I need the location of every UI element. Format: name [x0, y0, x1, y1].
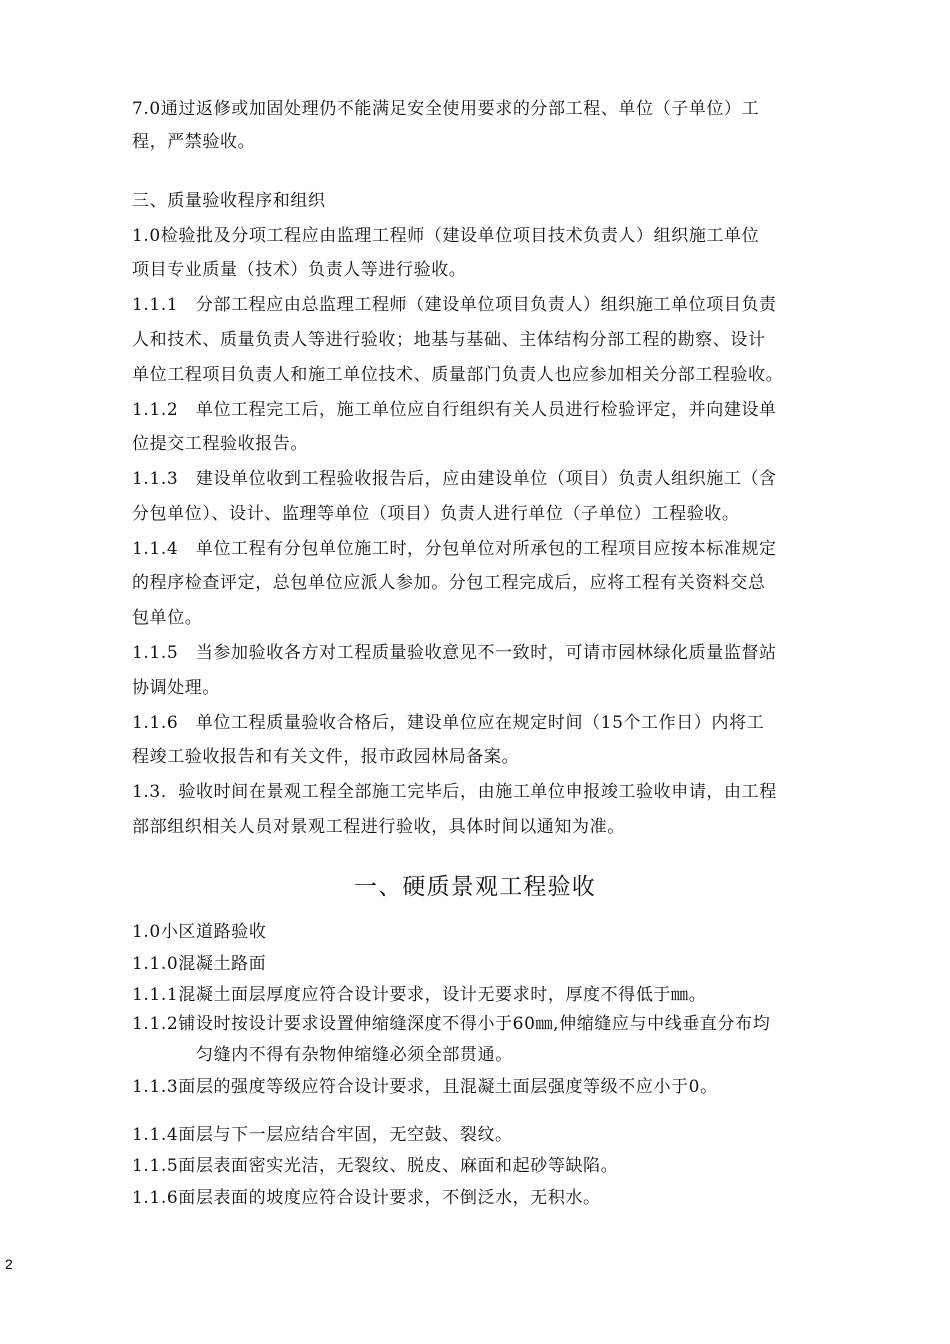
paragraph-1-3-line-2: 部部组织相关人员对景观工程进行验收，具体时间以通知为准。 — [132, 817, 625, 837]
section-title: 三、质量验收程序和组织 — [132, 191, 326, 211]
paragraph-1-1-1-line-1: 1.1.1 分部工程应由总监理工程师（建设单位项目负责人）组织施工单位项目负责 — [132, 295, 777, 315]
hardscape-item-road: 1.0小区道路验收 — [132, 922, 267, 942]
paragraph-1-1-2-line-2: 位提交工程验收报告。 — [132, 434, 308, 454]
paragraph-1-1-2-line-1: 1.1.2 单位工程完工后，施工单位应自行组织有关人员进行检验评定，并向建设单 — [132, 400, 777, 420]
hardscape-item-1-1-1: 1.1.1混凝土面层厚度应符合设计要求，设计无要求时，厚度不得低于㎜。 — [132, 985, 707, 1005]
paragraph-7-0-line-1: 7.0通过返修或加固处理仍不能满足安全使用要求的分部工程、单位（子单位）工 — [132, 99, 760, 119]
paragraph-7-0-line-2: 程，严禁验收。 — [132, 132, 256, 152]
paragraph-1-1-6-line-1: 1.1.6 单位工程质量验收合格后，建设单位应在规定时间（15个工作日）内将工 — [132, 713, 765, 733]
paragraph-1-1-5-line-1: 1.1.5 当参加验收各方对工程质量验收意见不一致时，可请市园林绿化质量监督站 — [132, 643, 777, 663]
paragraph-1-1-5-line-2: 协调处理。 — [132, 678, 220, 698]
hardscape-item-1-1-3: 1.1.3面层的强度等级应符合设计要求，且混凝土面层强度等级不应小于0。 — [132, 1077, 718, 1097]
paragraph-1-1-3-line-2: 分包单位）、设计、监理等单位（项目）负责人进行单位（子单位）工程验收。 — [132, 504, 740, 524]
paragraph-1-0-line-2: 项目专业质量（技术）负责人等进行验收。 — [132, 260, 467, 280]
hardscape-heading: 一、硬质景观工程验收 — [354, 874, 596, 900]
paragraph-1-3-line-1: 1.3．验收时间在景观工程全部施工完毕后，由施工单位申报竣工验收申请，由工程 — [132, 782, 777, 802]
paragraph-1-1-4-line-2: 的程序检查评定，总包单位应派人参加。分包工程完成后，应将工程有关资料交总 — [132, 573, 766, 593]
paragraph-1-1-4-line-1: 1.1.4 单位工程有分包单位施工时，分包单位对所承包的工程项目应按本标准规定 — [132, 539, 777, 559]
hardscape-item-1-1-5: 1.1.5面层表面密实光洁，无裂纹、脱皮、麻面和起砂等缺陷。 — [132, 1156, 619, 1176]
paragraph-1-1-1-line-3: 单位工程项目负责人和施工单位技术、质量部门负责人也应参加相关分部工程验收。 — [132, 365, 784, 385]
page-number: 2 — [5, 1256, 13, 1272]
paragraph-1-1-1-line-2: 人和技术、质量负责人等进行验收；地基与基础、主体结构分部工程的勘察、设计 — [132, 330, 766, 350]
hardscape-item-1-1-4: 1.1.4面层与下一层应结合牢固，无空鼓、裂纹。 — [132, 1125, 513, 1145]
paragraph-1-1-4-line-3: 包单位。 — [132, 608, 203, 628]
paragraph-1-1-3-line-1: 1.1.3 建设单位收到工程验收报告后，应由建设单位（项目）负责人组织施工（含 — [132, 469, 777, 489]
paragraph-1-1-6-line-2: 程竣工验收报告和有关文件，报市政园林局备案。 — [132, 747, 520, 767]
hardscape-item-1-1-2-line-1: 1.1.2铺设时按设计要求设置伸缩缝深度不得小于60㎜,伸缩缝应与中线垂直分布均 — [132, 1014, 771, 1034]
paragraph-1-0-line-1: 1.0检验批及分项工程应由监理工程师（建设单位项目技术负责人）组织施工单位 — [132, 226, 760, 246]
hardscape-item-1-1-6: 1.1.6面层表面的坡度应符合设计要求，不倒泛水，无积水。 — [132, 1188, 601, 1208]
hardscape-item-1-1-2-line-2: 匀缝内不得有杂物伸缩缝必须全部贯通。 — [196, 1045, 513, 1065]
hardscape-item-concrete: 1.1.0混凝土路面 — [132, 954, 267, 974]
